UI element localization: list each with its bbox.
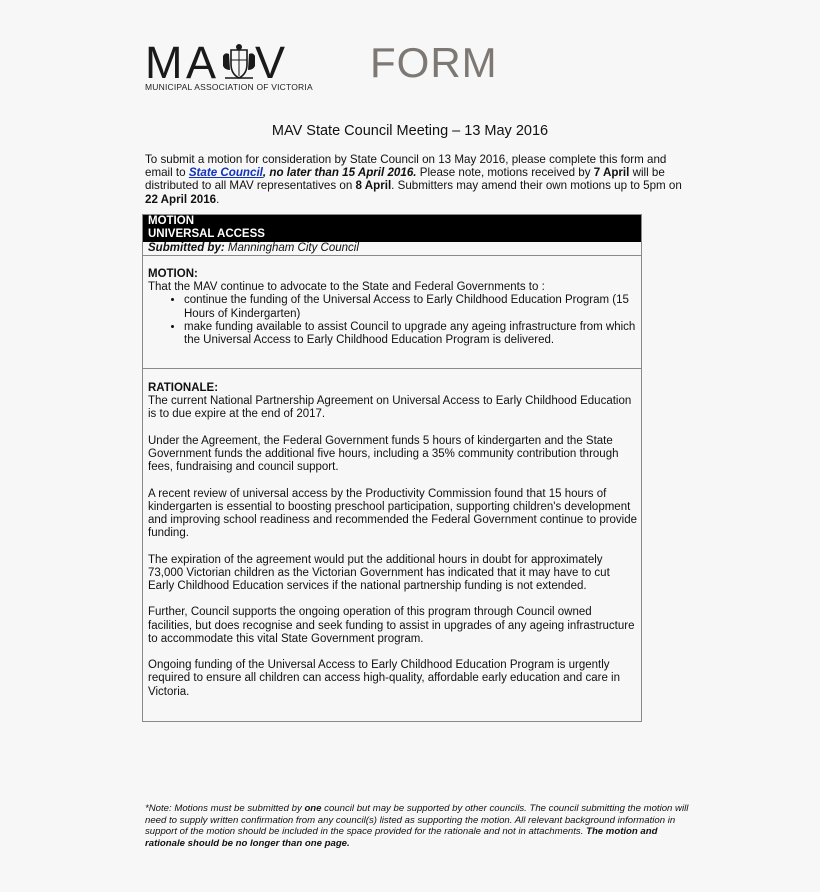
intro-text-5: . xyxy=(216,192,220,206)
intro-paragraph xyxy=(145,153,685,206)
motion-header-line2: UNIVERSAL ACCESS xyxy=(148,228,265,240)
rationale-heading: RATIONALE: xyxy=(148,382,219,394)
divider xyxy=(143,368,641,369)
rationale-section xyxy=(148,382,638,712)
rationale-paragraph: Further, Council supports the ongoing operation of this program through Council owned facilities, but does recognise and seek funding to assist in upgrades of any ageing infrastructure to accommodate this vital State Government program. xyxy=(148,606,635,645)
intro-text-1: To submit a motion for consideration by State Council on 13 May 2016, please complete this form and email to xyxy=(145,153,667,180)
logo-letter-a: A xyxy=(186,37,217,88)
coat-of-arms-icon xyxy=(219,42,259,82)
footnote xyxy=(145,803,690,849)
submitted-by-label: Submitted by: xyxy=(148,242,225,254)
motion-bullet: • make funding available to assist Council to upgrade any ageing infrastructure from which the Universal Access to Early Childhood Education Program is delivered. xyxy=(184,321,638,347)
motion-section xyxy=(148,268,638,347)
motion-bullet-list xyxy=(148,294,638,347)
rationale-paragraph: A recent review of universal access by the Productivity Commission found that 15 hours of kindergarten is essential to boosting preschool participation, supporting children's development and improving school readiness and recommended the Federal Government continue to provide funding. xyxy=(148,487,638,540)
motion-header-line1: MOTION xyxy=(148,215,194,227)
form-label: FORM xyxy=(370,39,498,86)
submitted-by xyxy=(148,242,359,254)
logo-subtitle: MUNICIPAL ASSOCIATION OF VICTORIA xyxy=(145,82,313,92)
intro-april-7: 7 April xyxy=(593,166,630,180)
motion-heading: MOTION: xyxy=(148,268,198,280)
rationale-paragraph: The current National Partnership Agreement on Universal Access to Early Childhood Education is to due expire at the end of 2017. xyxy=(148,395,632,421)
footnote-text-a: *Note: Motions must be submitted by xyxy=(145,803,305,814)
footnote-one: one xyxy=(304,803,322,814)
intro-text-3: will be distributed to all MAV representatives on xyxy=(145,166,665,193)
logo-letter-m: M xyxy=(145,37,183,88)
motion-lead: That the MAV continue to advocate to the State and Federal Governments to : xyxy=(148,281,545,294)
footnote-emphasis: The motion and rationale should be no longer than one page. xyxy=(145,826,658,849)
state-council-link[interactable]: State Council xyxy=(188,166,263,180)
motion-bullet: • continue the funding of the Universal Access to Early Childhood Education Program (15 Hours of Kindergarten) xyxy=(184,294,638,320)
intro-deadline: , no later than 15 April 2016. xyxy=(262,166,417,180)
motion-header-bar xyxy=(143,215,641,242)
intro-text-2: Please note, motions received by xyxy=(416,166,594,180)
intro-text-4: . Submitters may amend their own motions up to 5pm on xyxy=(391,179,682,193)
rationale-paragraph: Ongoing funding of the Universal Access to Early Childhood Education Program is urgently required to ensure all children can access high-quality, affordable early education and care in Victoria. xyxy=(148,659,620,698)
logo-letter-v: V xyxy=(255,37,286,88)
divider xyxy=(143,255,641,256)
footnote-text-b: council but may be supported by other councils. The council submitting the motion will need to supply written confirmation from any council(s) listed as supporting the motion. All relevant background information in support of the motion should be included in the space provided for the rationale and not in attachments. xyxy=(145,803,689,838)
submitted-by-value: Manningham City Council xyxy=(224,242,359,254)
page-title: MAV State Council Meeting – 13 May 2016 xyxy=(271,123,549,139)
rationale-paragraph: Under the Agreement, the Federal Government funds 5 hours of kindergarten and the State Government funds the additional five hours, including a 35% community contribution through fees, fundraising and council support. xyxy=(148,434,619,474)
rationale-paragraph: The expiration of the agreement would put the additional hours in doubt for approximately 73,000 Victorian children as the Victorian Government has indicated that it may have to cut Early Childhood Education services if the national partnership funding is not extended. xyxy=(148,553,610,592)
intro-april-8: 8 April xyxy=(355,179,392,193)
intro-april-22: 22 April 2016 xyxy=(145,192,217,206)
